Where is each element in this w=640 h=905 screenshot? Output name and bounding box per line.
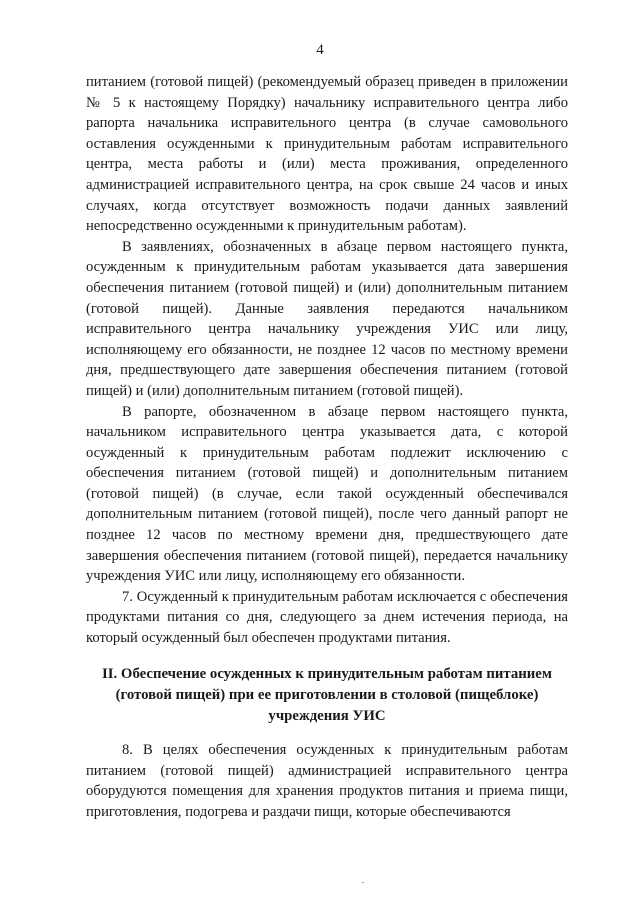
body-text-section-2 xyxy=(86,740,568,822)
paragraph-item-8: 8. В целях обеспечения осужденных к принудительным работам питанием (готовой пищей) администрацией исправительного центра оборудуются помещения для хранения продуктов питания и приема пищи, приготовления, подогрева и раздачи пищи, которые обеспечиваются xyxy=(86,742,568,820)
body-text xyxy=(86,72,568,649)
paragraph-item-7: 7. Осужденный к принудительным работам исключается с обеспечения продуктами питания со дня, следующего за днем истечения периода, на который осужденный был обеспечен продуктами питания. xyxy=(86,588,568,647)
section-heading: II. Обеспечение осужденных к принудительным работам питанием (готовой пищей) при ее приготовлении в столовой (пищеблоке) учреждения УИС xyxy=(102,666,552,724)
paragraph-applications: В заявлениях, обозначенных в абзаце первом настоящего пункта, осужденным к принудительным работам указывается дата завершения обеспечения питанием (готовой пищей) и (или) дополнительным питанием (готовой пищей). Данные заявления передаются начальником исправительного центра начальнику учреждения УИС или лицу, исполняющему его обязанности, не позднее 12 часов по местному времени дня, предшествующего дате завершения обеспечения питанием (готовой пищей) и (или) дополнительным питанием (готовой пищей). xyxy=(86,238,568,399)
scan-speck xyxy=(362,882,364,883)
paragraph-continuation: питанием (готовой пищей) (рекомендуемый образец приведен в приложении № 5 к настоящему Порядку) начальнику исправительного центра либо рапорта начальника исправительного центра (в случае самовольного оставления осужденными к принудительным работам исправительного центра, места работы и (или) места проживания, определенного администрацией исправительного центра, на срок свыше 24 часов и иных случаях, когда отсутствует возможность подачи данных заявлений непосредственно осужденными к принудительным работам). xyxy=(86,74,568,235)
paragraph-report: В рапорте, обозначенном в абзаце первом настоящего пункта, начальником исправительного центра указывается дата, с которой осужденный к принудительным работам подлежит исключению с обеспечения питанием (готовой пищей) и дополнительным питанием (готовой пищей) (в случае, если такой осужденный обеспечивался дополнительным питанием (готовой пищей), после чего данный рапорт не позднее 12 часов по местному времени дня, предшествующего дате завершения обеспечения питанием (готовой пищей), передается начальнику учреждения УИС или лицу, исполняющему его обязанности. xyxy=(86,403,568,585)
page-number: 4 xyxy=(316,42,324,58)
